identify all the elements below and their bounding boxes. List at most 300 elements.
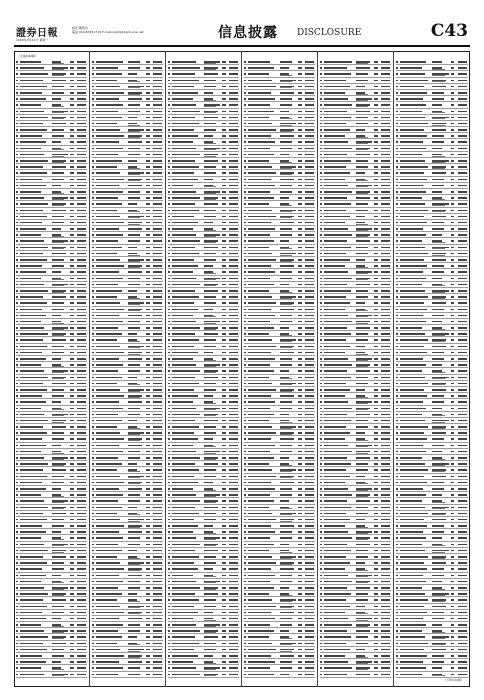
table-cell — [168, 494, 170, 496]
table-cell — [92, 253, 94, 255]
table-cell — [168, 228, 170, 230]
table-cell — [432, 612, 444, 614]
table-cell — [20, 179, 42, 181]
table-cell — [20, 67, 44, 69]
table-cell — [248, 210, 272, 212]
table-cell — [128, 618, 142, 620]
table-cell — [92, 141, 94, 143]
table-cell — [280, 67, 290, 69]
table-cell — [52, 618, 62, 620]
table-cell — [458, 278, 467, 280]
table-cell — [381, 98, 390, 100]
table-cell — [52, 185, 62, 187]
table-cell — [204, 216, 216, 218]
table-cell — [400, 488, 423, 490]
table-cell — [222, 86, 226, 88]
table-cell — [70, 377, 74, 379]
table-cell — [458, 92, 467, 94]
table-cell — [96, 240, 118, 242]
table-cell — [324, 507, 351, 509]
table-cell — [356, 599, 368, 601]
table-cell — [146, 111, 150, 113]
table-cell — [400, 556, 428, 558]
table-cell — [458, 216, 467, 218]
table-cell — [356, 556, 368, 558]
table-cell — [222, 104, 226, 106]
table-cell — [52, 438, 64, 440]
table-cell — [96, 575, 119, 577]
table-cell — [451, 618, 455, 620]
table-cell — [146, 389, 150, 391]
table-cell — [77, 203, 86, 205]
table-cell — [248, 568, 271, 570]
table-cell — [20, 537, 41, 539]
table-cell — [229, 587, 238, 589]
table-cell — [381, 630, 390, 632]
table-cell — [70, 228, 74, 230]
table-cell — [168, 154, 170, 156]
table-cell — [92, 154, 94, 156]
table-cell — [168, 191, 170, 193]
table-cell — [146, 649, 150, 651]
table-cell — [222, 537, 226, 539]
table-cell — [70, 315, 74, 317]
table-cell — [96, 513, 117, 515]
table-cell — [400, 587, 422, 589]
table-cell — [52, 482, 64, 484]
table-cell — [168, 432, 170, 434]
table-cell — [396, 649, 398, 651]
table-cell — [168, 327, 170, 329]
table-cell — [168, 451, 170, 453]
table-cell — [96, 636, 122, 638]
table-cell — [96, 599, 117, 601]
table-cell — [204, 73, 218, 75]
table-cell — [305, 575, 314, 577]
table-cell — [248, 556, 272, 558]
newspaper-logo: 證券日報 — [16, 28, 58, 39]
table-cell — [244, 216, 246, 218]
table-cell — [52, 383, 66, 385]
table-cell — [381, 296, 390, 298]
table-cell — [153, 377, 162, 379]
table-cell — [16, 154, 18, 156]
table-cell — [146, 148, 150, 150]
table-cell — [168, 141, 170, 143]
table-cell-secondary — [52, 193, 65, 194]
table-cell — [20, 408, 41, 410]
table-cell — [432, 531, 444, 533]
table-cell — [320, 284, 322, 286]
table-cell — [168, 253, 170, 255]
table-cell — [16, 216, 18, 218]
table-cell — [153, 550, 162, 552]
table-cell — [172, 674, 200, 676]
table-cell — [92, 111, 94, 113]
table-cell — [298, 148, 302, 150]
table-cell — [396, 339, 398, 341]
table-cell — [77, 568, 86, 570]
table-cell — [432, 667, 442, 669]
table-cell — [16, 377, 18, 379]
table-cell — [298, 259, 302, 261]
table-cell — [305, 661, 314, 663]
table-row — [320, 672, 391, 678]
table-cell — [146, 537, 150, 539]
table-cell — [153, 624, 162, 626]
table-cell-secondary — [52, 626, 65, 627]
table-cell — [229, 550, 238, 552]
table-cell — [244, 259, 246, 261]
table-cell — [458, 451, 467, 453]
table-cell — [400, 568, 427, 570]
table-cell — [320, 531, 322, 533]
table-cell — [172, 667, 196, 669]
table-cell — [146, 364, 150, 366]
table-cell — [400, 123, 428, 125]
table-cell — [244, 445, 246, 447]
table-cell — [153, 104, 162, 106]
table-cell — [320, 61, 322, 63]
table-cell — [20, 104, 41, 106]
table-cell — [168, 488, 170, 490]
table-cell — [248, 222, 271, 224]
table-cell — [229, 494, 238, 496]
table-cell — [381, 612, 390, 614]
table-cell — [324, 234, 352, 236]
table-cell — [356, 674, 370, 676]
table-cell — [77, 649, 86, 651]
table-cell — [153, 667, 162, 669]
table-cell — [244, 234, 246, 236]
table-cell — [298, 556, 302, 558]
table-cell — [146, 587, 150, 589]
table-cell — [16, 562, 18, 564]
table-cell — [356, 500, 370, 502]
table-cell — [204, 86, 216, 88]
table-cell — [96, 358, 119, 360]
table-cell — [374, 438, 378, 440]
table-cell — [77, 469, 86, 471]
table-cell — [248, 234, 270, 236]
table-cell — [92, 172, 94, 174]
table-cell — [305, 284, 314, 286]
table-cell — [204, 438, 214, 440]
table-cell — [396, 278, 398, 280]
table-cell-secondary — [128, 521, 141, 522]
table-cell — [324, 537, 352, 539]
table-cell — [381, 234, 390, 236]
table-cell — [381, 240, 390, 242]
table-cell-secondary — [128, 527, 141, 528]
table-cell-secondary — [204, 620, 217, 621]
table-cell — [381, 172, 390, 174]
table-cell — [20, 643, 43, 645]
table-cell — [244, 98, 246, 100]
table-cell — [298, 636, 302, 638]
table-cell — [168, 612, 170, 614]
table-cell — [128, 537, 140, 539]
table-cell — [244, 253, 246, 255]
table-cell — [320, 203, 322, 205]
table-cell — [229, 321, 238, 323]
table-cell — [96, 587, 118, 589]
table-cell — [248, 228, 275, 230]
table-cell — [16, 321, 18, 323]
table-cell — [381, 154, 390, 156]
table-cell — [248, 550, 269, 552]
table-cell — [229, 222, 238, 224]
table-cell-secondary — [204, 576, 217, 577]
table-cell — [320, 544, 322, 546]
table-cell — [146, 395, 150, 397]
table-cell — [280, 321, 292, 323]
table-cell — [172, 377, 195, 379]
table-cell — [222, 568, 226, 570]
table-cell — [458, 98, 467, 100]
table-cell — [229, 500, 238, 502]
table-cell — [16, 438, 18, 440]
table-cell — [320, 624, 322, 626]
table-cell — [16, 389, 18, 391]
table-cell — [280, 141, 292, 143]
table-cell — [324, 80, 346, 82]
table-cell — [400, 408, 426, 410]
table-cell — [146, 420, 150, 422]
table-cell — [229, 463, 238, 465]
table-cell — [400, 278, 426, 280]
table-cell — [396, 123, 398, 125]
table-cell — [172, 445, 193, 447]
table-cell — [381, 370, 390, 372]
table-cell — [244, 618, 246, 620]
table-cell — [248, 135, 271, 137]
table-cell — [248, 655, 271, 657]
table-cell — [20, 203, 48, 205]
table-cell — [374, 160, 378, 162]
table-cell — [16, 408, 18, 410]
table-cell — [146, 216, 150, 218]
table-cell — [92, 575, 94, 577]
table-cell-secondary — [356, 496, 369, 497]
table-cell — [77, 364, 86, 366]
table-cell — [92, 618, 94, 620]
table-cell — [374, 432, 378, 434]
table-cell — [305, 420, 314, 422]
table-cell — [244, 414, 246, 416]
table-cell — [432, 451, 442, 453]
table-cell — [374, 612, 378, 614]
table-cell — [77, 674, 86, 676]
table-cell — [16, 550, 18, 552]
table-cell — [400, 111, 422, 113]
table-cell — [16, 129, 18, 131]
table-cell — [451, 649, 455, 651]
table-cell — [248, 544, 274, 546]
table-cell — [458, 408, 467, 410]
table-cell — [52, 426, 66, 428]
table-cell — [374, 562, 378, 564]
table-cell — [77, 643, 86, 645]
table-cell — [172, 67, 200, 69]
table-cell — [52, 92, 64, 94]
table-cell — [298, 445, 302, 447]
table-cell — [222, 556, 226, 558]
table-cell — [381, 141, 390, 143]
table-cell — [222, 259, 226, 261]
table-cell — [248, 333, 269, 335]
table-cell — [153, 352, 162, 354]
table-cell — [248, 123, 272, 125]
table-cell — [96, 333, 122, 335]
table-cell — [128, 278, 140, 280]
table-cell — [146, 550, 150, 552]
table-cell — [400, 389, 424, 391]
table-cell — [70, 61, 74, 63]
table-cell — [298, 197, 302, 199]
table-cell — [324, 123, 346, 125]
table-cell — [153, 643, 162, 645]
table-cell-secondary — [432, 211, 445, 212]
table-cell — [244, 73, 246, 75]
table-cell — [168, 575, 170, 577]
table-cell — [146, 618, 150, 620]
table-cell — [458, 135, 467, 137]
table-cell — [451, 507, 455, 509]
table-cell — [396, 346, 398, 348]
table-cell — [305, 562, 314, 564]
table-cell — [244, 463, 246, 465]
table-cell — [244, 302, 246, 304]
table-cell — [172, 222, 198, 224]
table-cell — [305, 389, 314, 391]
table-cell — [432, 482, 444, 484]
table-cell — [70, 408, 74, 410]
table-cell — [356, 649, 366, 651]
table-cell — [222, 191, 226, 193]
table-cell — [20, 507, 48, 509]
table-cell — [396, 593, 398, 595]
table-cell — [298, 129, 302, 131]
table-cell — [374, 494, 378, 496]
table-cell — [168, 562, 170, 564]
table-cell — [374, 581, 378, 583]
table-cell — [168, 290, 170, 292]
table-cell — [400, 61, 426, 63]
table-cell — [324, 599, 346, 601]
table-cell — [400, 426, 428, 428]
table-cell — [244, 67, 246, 69]
table-cell-secondary — [128, 651, 141, 652]
table-cell — [305, 494, 314, 496]
table-cell — [298, 383, 302, 385]
table-cell — [52, 210, 66, 212]
table-cell — [458, 222, 467, 224]
table-cell — [396, 61, 398, 63]
table-cell — [458, 179, 467, 181]
table-cell — [92, 352, 94, 354]
table-cell — [374, 463, 378, 465]
table-cell — [451, 352, 455, 354]
table-cell — [248, 525, 271, 527]
table-cell — [400, 321, 426, 323]
table-cell — [381, 92, 390, 94]
table-cell — [229, 67, 238, 69]
table-cell — [396, 148, 398, 150]
table-cell — [280, 494, 292, 496]
table-cell — [374, 507, 378, 509]
table-cell-secondary — [356, 582, 369, 583]
table-cell — [381, 179, 390, 181]
table-cell — [20, 271, 46, 273]
table-cell — [244, 117, 246, 119]
table-cell — [374, 197, 378, 199]
table-cell — [451, 494, 455, 496]
table-cell — [172, 599, 199, 601]
table-cell — [16, 587, 18, 589]
table-cell — [458, 370, 467, 372]
table-cell — [20, 309, 42, 311]
table-cell — [356, 172, 366, 174]
table-cell — [356, 216, 366, 218]
table-cell — [305, 333, 314, 335]
table-cell — [172, 370, 200, 372]
table-cell — [70, 649, 74, 651]
table-cell — [244, 575, 246, 577]
table-cell — [16, 234, 18, 236]
table-cell — [458, 346, 467, 348]
table-cell — [248, 129, 276, 131]
table-cell-secondary — [204, 545, 217, 546]
table-cell — [222, 414, 226, 416]
table-cell — [20, 414, 44, 416]
table-cell — [396, 377, 398, 379]
table-cell — [153, 655, 162, 657]
table-cell-secondary — [432, 428, 445, 429]
table-cell — [96, 315, 119, 317]
table-cell — [77, 655, 86, 657]
table-cell — [96, 507, 122, 509]
table-cell — [298, 290, 302, 292]
table-cell — [96, 488, 119, 490]
table-cell — [244, 432, 246, 434]
table-cell — [244, 568, 246, 570]
table-cell — [432, 228, 444, 230]
table-cell — [305, 86, 314, 88]
table-cell — [280, 531, 292, 533]
table-cell — [77, 284, 86, 286]
table-cell — [146, 172, 150, 174]
table-cell — [172, 61, 196, 63]
table-cell — [280, 482, 294, 484]
table-cell — [204, 513, 216, 515]
table-cell — [305, 185, 314, 187]
table-cell — [248, 476, 276, 478]
table-cell — [374, 408, 378, 410]
table-cell — [96, 61, 123, 63]
table-cell — [298, 438, 302, 440]
table-cell — [248, 593, 269, 595]
table-cell — [324, 185, 348, 187]
table-cell-secondary — [356, 626, 369, 627]
table-cell-secondary — [356, 106, 369, 107]
table-cell — [298, 414, 302, 416]
table-cell — [52, 86, 64, 88]
table-cell — [146, 73, 150, 75]
table-cell — [451, 197, 455, 199]
table-cell — [320, 606, 322, 608]
table-cell — [458, 432, 467, 434]
